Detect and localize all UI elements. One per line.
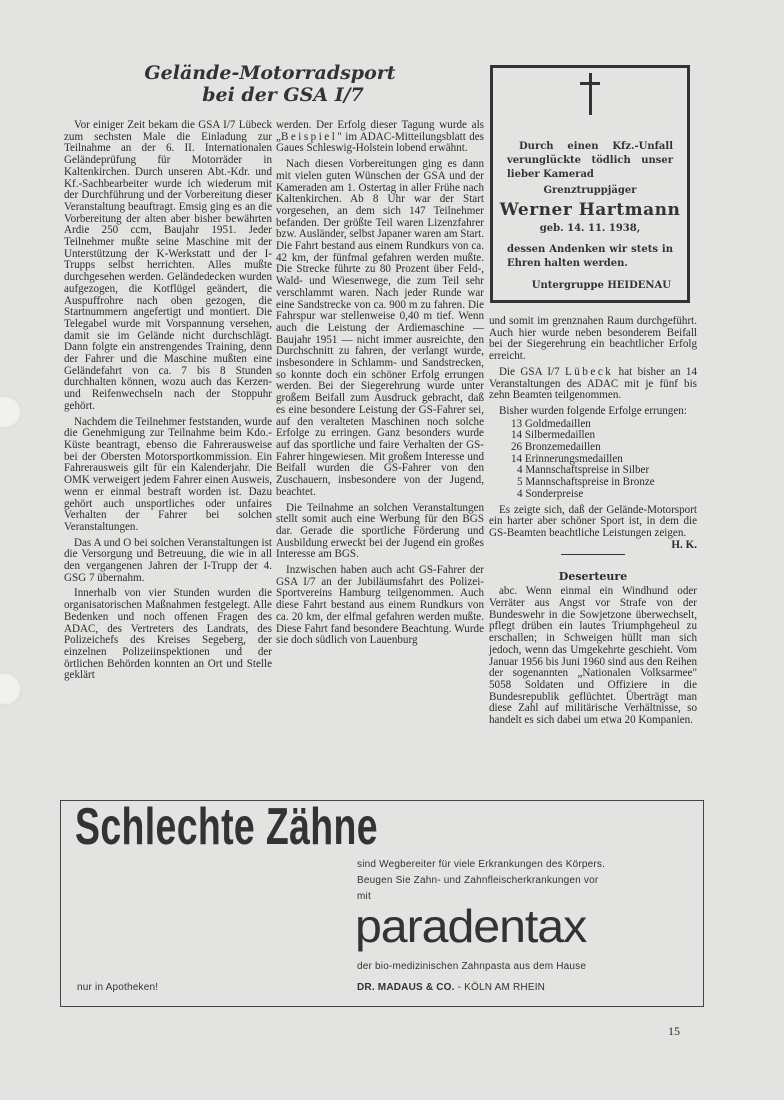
ad-headline: Schlechte Zähne bbox=[75, 798, 378, 856]
list-item: 4 Mannschaftspreise in Silber bbox=[517, 464, 650, 477]
paragraph: Innerhalb von vier Stunden wurden die organisatorischen Maßnahmen festgelegt. Alle Bedenken und noch offenen Fragen des ADAC, des Vertreters des Landrats, des Polizeichefs des Kreises Segeberg, der einzelnen Polizeiinspektionen und der örtlichen Behörden konnten an Ort und Stelle geklärt bbox=[64, 587, 272, 682]
paragraph: Bisher wurden folgende Erfolge errungen: bbox=[499, 404, 687, 417]
list-item: 5 Mannschaftspreise in Bronze bbox=[517, 476, 655, 489]
brand-logo: paradentax bbox=[355, 900, 587, 952]
article-column-3 bbox=[489, 316, 697, 731]
paragraph: Vor einiger Zeit bekam die GSA I/7 Lübeck zum sechsten Male die Einladung zur Teilnahme an der 6. II. Internationalen Geländeprüfung für Motorräder in Kaltenkirchen. Durch unseren Abt.-Kdr. und Kf.-Sachbearbeiter wurde ich wiederum mit der Durchführung und der Vorbereitung dieser Veranstaltung beauftragt. Emsig ging es an die Vorbereitung der alten aber bisher bewährten Ardie 250 ccm, Baujahr 1951. Jeder Teilnehmer mußte seine Maschine mit der Unterstützung der K-Werkstatt und der I-Trupps selbst herrichten. Alles mußte durchgesehen werden. Geländedecken wurden aufgezogen, die Kotflügel geändert, die Auspuffrohre nach oben gezogen, die Startnummern angefertigt und montiert. Die Telegabel wurde mit Vorspannung versehen, damit sie im Gelände nicht durchschlägt. Dann folgte ein anstrengendes Training, denn der Fahrer und die Maschine mußten eine Geländefahrt von ca. 7 bis 8 Stunden durchhalten können, wozu auch das Kerzen- und Reifenwechseln nach der Stoppuhr gehört. bbox=[64, 119, 272, 412]
paragraph: Nach diesen Vorbereitungen ging es dann mit vielen guten Wünschen der GSA und der Kameraden am 1. Ostertag in aller Frühe nach Kaltenkirchen. Ab 8 Uhr war der Start vorgesehen, an dem sich 147 Teilnehmer befanden. Der größte Teil waren Lizenzfahrer bzw. Ausländer, selbst Japaner waren am Start. Die Fahrt bestand aus einem Rundkurs von ca. 42 km, der fünfmal gefahren werden mußte. Die Strecke führte zu 80 Prozent über Feld-, Wald- und Wiesenwege, die zum Teil sehr verschlammt waren. Nach jeder Runde war eine Sandstrecke von ca. 900 m zu fahren. Die Fahrspur war stellenweise 0,40 m tief. Wenn auch die Leistung der Ardiemaschine — Baujahr 1951 — nicht immer ausreichte, den Durchschnitt zu fahren, der verlangt wurde, insbesondere in Schlamm- und Sandstrecken, so konnte doch ein schöner Erfolg errungen werden. Bei der Siegerehrung wurde unter großem Beifall zum Ausdruck gebracht, daß es eine besondere Leistung der GS-Fahrer sei, auf den veralteten Maschinen noch solche Erfolge zu erringen. Ganz besonders wurde auf das sportliche und faire Verhalten der GS-Fahrer hingewiesen. Mit großem Interesse und Beifall wurden die GS-Fahrer von den Zuschauern, insbesondere von der Jugend, beachtet. bbox=[276, 158, 485, 498]
successes-list bbox=[511, 419, 697, 501]
paragraph: Nachdem die Teilnehmer feststanden, wurde die Genehmigung zur Teilnahme beim Kdo.-Küste beantragt, ebenso die Fahrerausweise bei der Obersten Motorsportkommission. Ein Fahrerausweis gilt für ein Kalenderjahr. Die OMK verweigert jedem Fahrer einen Ausweis, wenn er einmal bestraft worden ist. Dazu gehört auch unsportliches oder unfaires Verhalten der Fahrer bei solchen Veranstaltungen. bbox=[64, 415, 272, 533]
ad-pharmacy-note: nur in Apotheken! bbox=[77, 982, 159, 993]
article-title bbox=[60, 62, 480, 106]
title-line-2: bei der GSA I/7 bbox=[202, 84, 364, 106]
paragraph bbox=[276, 120, 484, 155]
obituary-rank: Grenztruppjäger bbox=[543, 185, 637, 196]
advertisement bbox=[60, 800, 704, 1007]
company-location: - KÖLN AM RHEIN bbox=[454, 982, 546, 993]
list-item: 14 Erinnerungsmedaillen bbox=[511, 452, 623, 465]
paragraph bbox=[489, 503, 697, 551]
ad-text: sind Wegbereiter für viele Erkrankungen des Körpers. bbox=[357, 859, 606, 870]
title-line-1: Gelände-Motorradsport bbox=[144, 62, 396, 84]
company-name: DR. MADAUS & CO. bbox=[357, 982, 455, 993]
cross-icon bbox=[589, 73, 592, 115]
paragraph: Das A und O bei solchen Veranstaltungen ist die Versorgung und Betreuung, die wie in all den vergangenen Jahren der I-Trupp der 4. GSG 7 übernahm. bbox=[64, 536, 272, 584]
ad-text: Beugen Sie Zahn- und Zahnfleischerkrankungen vor bbox=[357, 875, 599, 886]
obituary-name: Werner Hartmann bbox=[499, 200, 681, 220]
paragraph: abc. Wenn einmal ein Windhund oder Verräter aus Angst vor Strafe von der Bundeswehr in die Sowjetzone überwechselt, pflegt drüben ein lautes Triumphgeheul zu erschallen; in Schweigen hüllt man sich jedoch, wenn das Umgekehrte geschieht. Vom Januar 1956 bis Juni 1960 sind aus den Reihen der sogenannten „Nationalen Volksarmee" 5058 Soldaten und Offiziere in die Bundesrepublik geflüchtet. Überträgt man diese Zahl auf militärische Verhältnisse, so handelt es sich dabei um etwa 20 Kompanien. bbox=[489, 585, 697, 727]
obituary-birthdate: geb. 14. 11. 1938, bbox=[539, 223, 641, 234]
paragraph: Inzwischen haben auch acht GS-Fahrer der GSA I/7 an der Jubiläumsfahrt des Polizei-Sportvereins Hamburg teilgenommen. Auch diese Fahrt bestand aus einem Rundkurs von ca. 20 km, der elfmal gefahren werden mußte. Diese Fahrt fand besondere Beachtung. Wurde sie doch südlich von Lauenburg bbox=[276, 564, 484, 647]
text: hat bisher an 14 Veranstaltungen des ADAC mit je fünf bis zehn Beamten teilgenommen. bbox=[489, 365, 697, 402]
divider bbox=[561, 554, 625, 555]
ad-text: mit bbox=[357, 891, 371, 902]
obituary-text: Durch einen Kfz.-Unfall verunglückte tödlich unser lieber Kamerad bbox=[507, 141, 673, 180]
punch-hole bbox=[0, 672, 22, 706]
paragraph bbox=[489, 367, 697, 402]
page-number: 15 bbox=[668, 1024, 680, 1038]
spaced-text: Beispiel bbox=[280, 130, 338, 143]
ad-company bbox=[357, 982, 545, 994]
list-item: 13 Goldmedaillen bbox=[511, 417, 591, 430]
author-signature: H. K. bbox=[671, 538, 697, 551]
ad-text: der bio-medizinischen Zahnpasta aus dem Hause bbox=[357, 961, 587, 972]
list-item: 14 Silbermedaillen bbox=[511, 429, 596, 442]
paragraph: und somit im grenznahen Raum durchgeführt. Auch hier wurde neben besonderem Beifall bei der Siegerehrung ein beachtlicher Erfolg erreicht. bbox=[489, 315, 697, 363]
spaced-text: Lübeck bbox=[565, 365, 614, 378]
punch-hole bbox=[0, 395, 22, 429]
article-column-2 bbox=[276, 120, 484, 651]
obituary-unit: Untergruppe HEIDENAU bbox=[531, 280, 671, 291]
text: werden. Der Erfolg dieser Tagung wurde als „ bbox=[276, 119, 484, 143]
paragraph: Die Teilnahme an solchen Veranstaltungen stellt somit auch eine Werbung für den BGS dar. Gerade die sportliche Förderung und Ausbildung erweckt bei der Jugend ein großes Interesse am BGS. bbox=[276, 501, 484, 561]
article-column-1 bbox=[64, 120, 272, 686]
text: Es zeigte sich, daß der Gelände-Motorsport ein harter aber schöner Sport ist, in dem die GS-Beamten beachtliche Leistungen zeigen. bbox=[489, 503, 697, 539]
obituary-text: dessen Andenken wir stets in Ehren halten werden. bbox=[507, 244, 673, 269]
list-item: 4 Sonderpreise bbox=[517, 487, 584, 500]
list-item: 26 Bronzemedaillen bbox=[511, 441, 601, 454]
obituary-box bbox=[490, 65, 690, 303]
section-heading: Deserteure bbox=[558, 569, 628, 583]
text: " im ADAC-Mitteilungsblatt des Gaues Schleswig-Holstein lobend erwähnt. bbox=[276, 130, 484, 155]
text: Die GSA I/7 bbox=[499, 365, 566, 378]
